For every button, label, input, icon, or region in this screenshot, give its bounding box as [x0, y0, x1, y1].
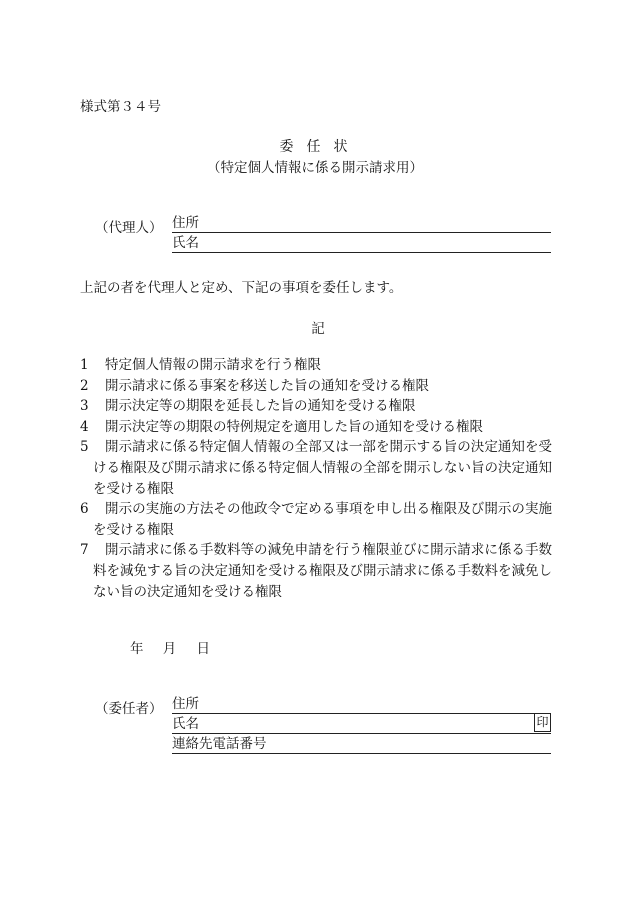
- agent-role-label: （代理人）: [95, 220, 163, 236]
- authority-text: 開示請求に係る事案を移送した旨の通知を受ける権限: [105, 377, 429, 394]
- authority-text: 開示請求に係る特定個人情報の全部又は一部を開示する旨の決定通知を受ける権限及び開示請求に係る特定個人情報の全部を開示しない旨の決定通知を受ける権限: [93, 439, 552, 497]
- delegation-statement: 上記の者を代理人と定め、下記の事項を委任します。: [80, 280, 403, 296]
- authority-number: 6: [80, 501, 89, 518]
- date-year-label: 年: [130, 641, 144, 657]
- authority-item: [80, 376, 552, 397]
- seal-box: 印: [534, 713, 551, 732]
- document-subtitle: （特定個人情報に係る開示請求用）: [207, 160, 423, 176]
- authority-text: 特定個人情報の開示請求を行う権限: [105, 357, 321, 373]
- principal-address-field[interactable]: [172, 695, 551, 714]
- authority-item: [80, 417, 552, 438]
- authority-number: 4: [80, 418, 89, 435]
- authority-item: [80, 396, 552, 417]
- authority-number: 7: [80, 542, 89, 559]
- principal-role-label: （委任者）: [95, 701, 163, 717]
- principal-phone-field[interactable]: [172, 735, 551, 754]
- authority-text: 開示請求に係る手数料等の減免申請を行う権限並びに開示請求に係る手数料を減免する旨の決定通知を受ける権限及び開示請求に係る手数料を減免しない旨の決定通知を受ける権限: [93, 542, 552, 600]
- ki-heading: 記: [311, 321, 325, 337]
- authority-text: 開示決定等の期限を延長した旨の通知を受ける権限: [105, 398, 416, 415]
- agent-name-label: 氏名: [172, 235, 199, 251]
- agent-address-field[interactable]: [172, 214, 551, 233]
- principal-name-field[interactable]: [172, 715, 551, 734]
- authority-item: [80, 499, 552, 540]
- authority-text: 開示決定等の期限の特例規定を適用した旨の通知を受ける権限: [105, 418, 483, 435]
- authority-item: [80, 437, 552, 499]
- authority-text: 開示の実施の方法その他政令で定める事項を申し出る権限及び開示の実施を受ける権限: [93, 501, 552, 538]
- principal-address-label: 住所: [172, 696, 199, 712]
- principal-phone-label: 連絡先電話番号: [172, 736, 267, 752]
- agent-address-label: 住所: [172, 215, 199, 231]
- authority-list: [80, 355, 552, 602]
- form-number: 様式第３４号: [80, 99, 161, 115]
- authority-number: 1: [80, 357, 89, 373]
- principal-name-label: 氏名: [172, 716, 199, 732]
- date-line: [130, 637, 210, 657]
- date-month-label: 月: [162, 641, 177, 657]
- authority-number: 5: [80, 439, 89, 456]
- document-title: 委任状: [279, 139, 361, 155]
- authority-number: 3: [80, 398, 89, 415]
- authority-item: [80, 540, 552, 602]
- agent-name-field[interactable]: [172, 234, 551, 253]
- date-day-label: 日: [196, 641, 210, 657]
- authority-number: 2: [80, 377, 89, 394]
- authority-item: [80, 355, 552, 376]
